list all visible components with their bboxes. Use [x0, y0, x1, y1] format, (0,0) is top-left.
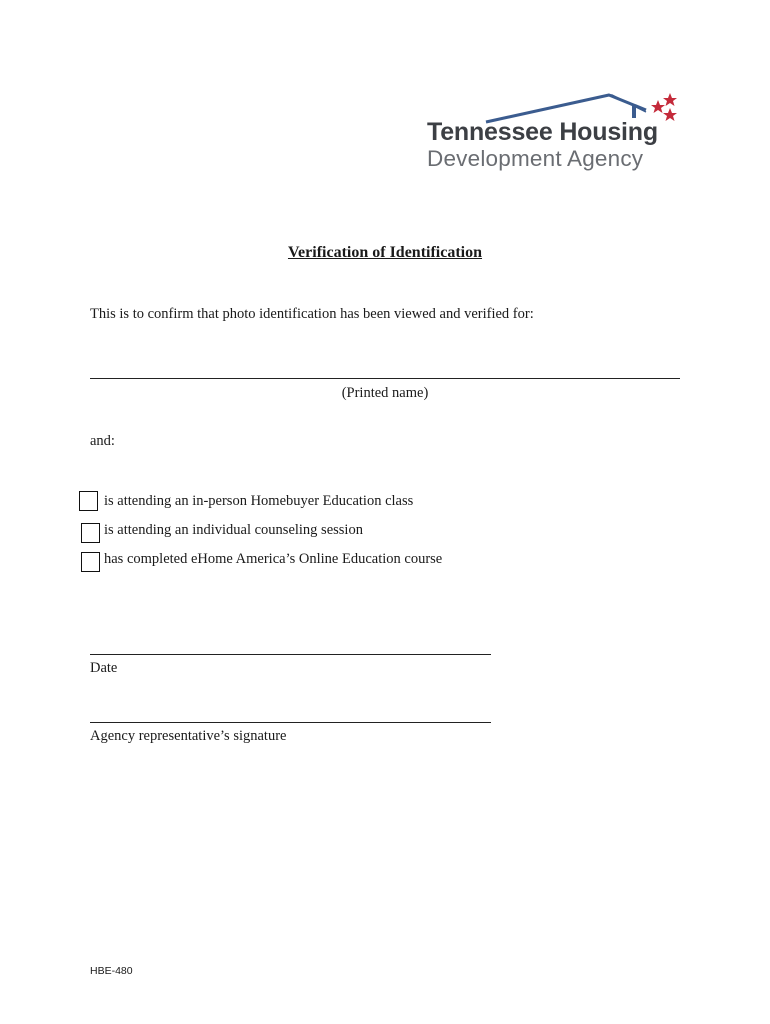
signature-line[interactable] [90, 722, 491, 723]
signature-label: Agency representative’s signature [90, 728, 287, 744]
date-line[interactable] [90, 654, 491, 655]
option-label-individual-counseling: is attending an individual counseling session [104, 522, 363, 538]
intro-text: This is to confirm that photo identification has been viewed and verified for: [90, 306, 534, 322]
option-label-online-course: has completed eHome America’s Online Education course [104, 551, 443, 567]
agency-logo [424, 90, 686, 176]
form-code: HBE-480 [90, 965, 133, 977]
checkbox-in-person-class[interactable] [79, 491, 98, 511]
logo-line-1: Tennessee Housing [427, 118, 658, 146]
and-label: and: [90, 433, 115, 449]
checkbox-online-course[interactable] [81, 552, 100, 572]
printed-name-label: (Printed name) [341, 385, 429, 401]
checkbox-individual-counseling[interactable] [81, 523, 100, 543]
option-label-in-person-class: is attending an in-person Homebuyer Education class [104, 493, 414, 509]
date-label: Date [90, 660, 118, 676]
form-title: Verification of Identification [287, 244, 483, 261]
printed-name-line[interactable] [90, 378, 680, 379]
logo-line-2: Development Agency [427, 146, 644, 171]
